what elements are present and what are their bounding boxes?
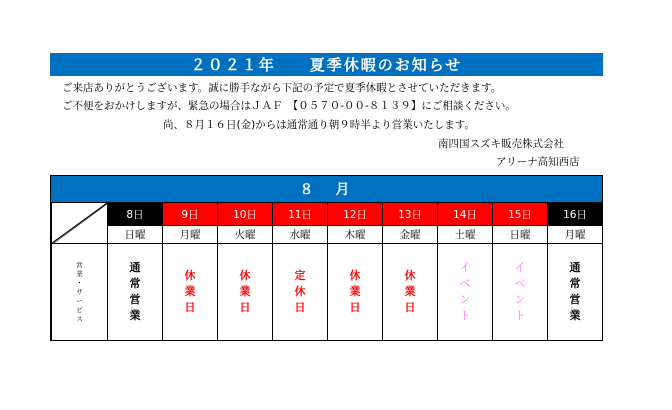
date-cell: 11日 (273, 203, 328, 226)
status-text: 通 常 営 業 (569, 261, 581, 322)
store-name: アリーナ高知西店 (496, 156, 580, 168)
weekday-cell: 月曜 (163, 226, 218, 244)
august-calendar (50, 175, 603, 341)
status-cell (493, 244, 548, 341)
status-text: 休 業 日 (239, 269, 251, 314)
notice-line-3: 尚、８月１６日(金)からは通常通り朝９時半より営業いたします。 (163, 119, 475, 131)
corner-cell (52, 203, 108, 244)
status-cell (163, 244, 218, 341)
status-cell (438, 244, 493, 341)
notice-line-1: ご来店ありがとうございます。誠に勝手ながら下記の予定で夏季休暇とさせていただきます。 (62, 82, 502, 94)
date-cell: 9日 (163, 203, 218, 226)
status-cell (328, 244, 383, 341)
status-cell (108, 244, 163, 341)
notice-title: ２０２１年 夏季休暇のお知らせ (50, 53, 603, 76)
status-cell (218, 244, 273, 341)
date-cell: 14日 (438, 203, 493, 226)
status-cell (548, 244, 603, 341)
calendar-grid (51, 202, 603, 341)
weekday-cell: 月曜 (548, 226, 603, 244)
date-cell: 8日 (108, 203, 163, 226)
diagonal-line (52, 203, 107, 243)
weekday-row (52, 226, 603, 244)
date-row (52, 203, 603, 226)
date-cell: 16日 (548, 203, 603, 226)
status-cell (273, 244, 328, 341)
status-text: イ ベ ン ト (514, 261, 526, 322)
date-cell: 13日 (383, 203, 438, 226)
weekday-cell: 土曜 (438, 226, 493, 244)
weekday-cell: 日曜 (108, 226, 163, 244)
status-text: 休 業 日 (404, 269, 416, 314)
status-text: 定 休 日 (294, 269, 306, 314)
status-text: 通 常 営 業 (129, 261, 141, 322)
status-cell (383, 244, 438, 341)
weekday-cell: 水曜 (273, 226, 328, 244)
weekday-cell: 火曜 (218, 226, 273, 244)
weekday-cell: 木曜 (328, 226, 383, 244)
date-cell: 10日 (218, 203, 273, 226)
row-label: 営 業 ・ サ ー ビ ス (76, 260, 83, 323)
date-cell: 12日 (328, 203, 383, 226)
status-text: 休 業 日 (184, 269, 196, 314)
weekday-cell: 日曜 (493, 226, 548, 244)
weekday-cell: 金曜 (383, 226, 438, 244)
status-text: イ ベ ン ト (459, 261, 471, 322)
status-row (52, 244, 603, 341)
row-label-cell (52, 244, 108, 341)
month-header: ８ 月 (51, 176, 602, 202)
date-cell: 15日 (493, 203, 548, 226)
company-name: 南四国スズキ販売株式会社 (438, 138, 564, 150)
notice-line-2: ご不便をおかけしますが、緊急の場合はＪＡＦ 【０５７０-００-８１３９】にご相談ください。 (62, 100, 516, 112)
status-text: 休 業 日 (349, 269, 361, 314)
